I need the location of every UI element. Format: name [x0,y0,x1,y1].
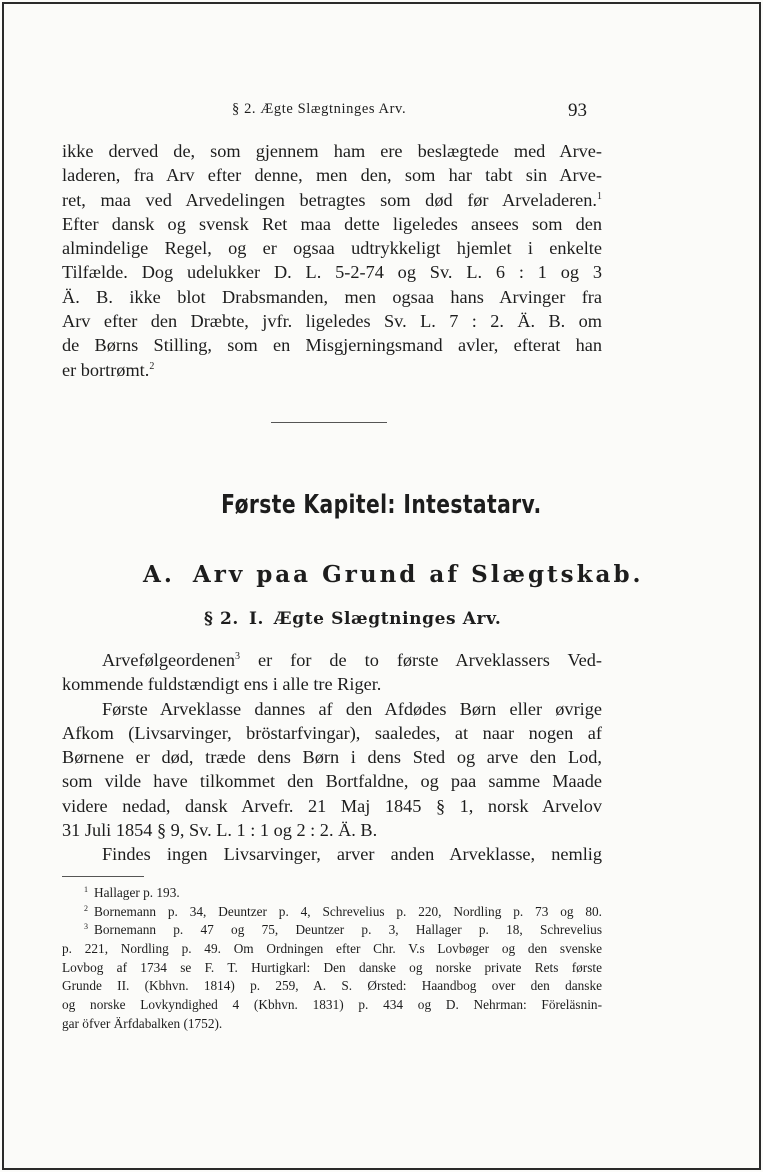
text-line: Ä. B. ikke blot Drabsmanden, men ogsaa hans Arvinger fra [62,286,602,307]
subsection-title: Ægte Slægtninges Arv. [274,609,502,629]
text-line: 31 Juli 1854 § 9, Sv. L. 1 : 1 og 2 : 2. Ä. B. [62,820,378,841]
footnote-ref: 1 [597,190,602,202]
section-title: Arv paa Grund af Slægtskab. [192,561,644,588]
footnote-line: Grunde II. (Kbhvn. 1814) p. 259, A. S. Ørsted: Haandbog over den danske [62,978,602,994]
subsection-number: § 2. [204,609,239,629]
footnote-line: gar öfver Ärfdabalken (1752). [62,1015,223,1031]
text-line: videre nedad, dansk Arvefr. 21 Maj 1845 § 1, norsk Arvelov [62,795,602,816]
top-paragraph [62,139,602,382]
page-number: 93 [568,100,587,121]
footnote-line: Lovbog af 1734 se F. T. Hurtigkarl: Den danske og norske private Rets første [62,959,602,975]
footnote: $^2$ Bornemann p. 34, Deuntzer p. 4, Schrevelius p. 220, Nordling p. 73 og 80. [84,903,602,919]
text-line: de Børns Stilling, som en Misgjerningsmand avler, efterat han [62,335,602,356]
running-title: § 2. Ægte Slægtninges Arv. [232,101,407,117]
footnote-ref: 3 [235,651,240,662]
subsection-roman: I. [248,609,265,629]
subsection-heading [204,609,501,629]
text-line: Findes ingen Livsarvinger, arver anden Arveklasse, nemlig [102,844,602,865]
section-divider [271,422,387,423]
text-line: Første Arveklasse dannes af den Afdødes Børn eller øvrige [102,698,602,719]
main-text [62,648,602,867]
text-line: Arvefølgeordenen$^3$ er for de to første Arveklassers Ved- [102,650,602,670]
text-line: Tilfælde. Dog udelukker D. L. 5-2-74 og Sv. L. 6 : 1 og 3 [62,262,602,283]
footnote: $^1$ Hallager p. 193. [84,885,180,900]
section-letter: A. [143,561,175,588]
footnote-ref: 2 [149,360,155,372]
chapter-title: Første Kapitel: Intestatarv. [221,490,542,520]
text-line: ikke derved de, som gjennem ham ere beslægtede med Arve- [62,141,602,161]
text-line: almindelige Regel, og er ogsaa udtrykkeligt hjemlet i enkelte [62,238,602,259]
text-line: Børnene er død, træde dens Børn i dens Sted og arve den Lod, [62,747,602,768]
footnote-line: og norske Lovkyndighed 4 (Kbhvn. 1831) p. 434 og D. Nehrman: Föreläsnin- [62,997,602,1013]
text-line: Efter dansk og svensk Ret maa dette ligeledes ansees som den [62,213,602,234]
text-line: laderen, fra Arv efter denne, men den, som har tabt sin Arve- [62,165,602,186]
footnote: $^3$ Bornemann p. 47 og 75, Deuntzer p. 3, Hallager p. 18, Schrevelius [84,922,602,938]
footnote-line: p. 221, Nordling p. 49. Om Ordningen efter Chr. V.s Lovbøger og den svenske [62,941,602,957]
footnotes [62,884,602,1034]
text-line: som vilde have tilkommet den Bortfaldne, og paa samme Maade [62,771,602,792]
section-heading [143,561,644,588]
text-line: ret, maa ved Arvedelingen betragtes som død før Arveladeren.$^1$ [62,189,602,210]
text-line: kommende fuldstændigt ens i alle tre Riger. [62,674,382,695]
footnote-divider [62,876,144,877]
text-line: Afkom (Livsarvinger, bröstarfvingar), saaledes, at naar nogen af [62,722,602,743]
text-line: er bortrømt.$^2$ [62,359,155,380]
text-line: Arv efter den Dræbte, jvfr. ligeledes Sv. L. 7 : 2. Ä. B. om [62,311,602,332]
